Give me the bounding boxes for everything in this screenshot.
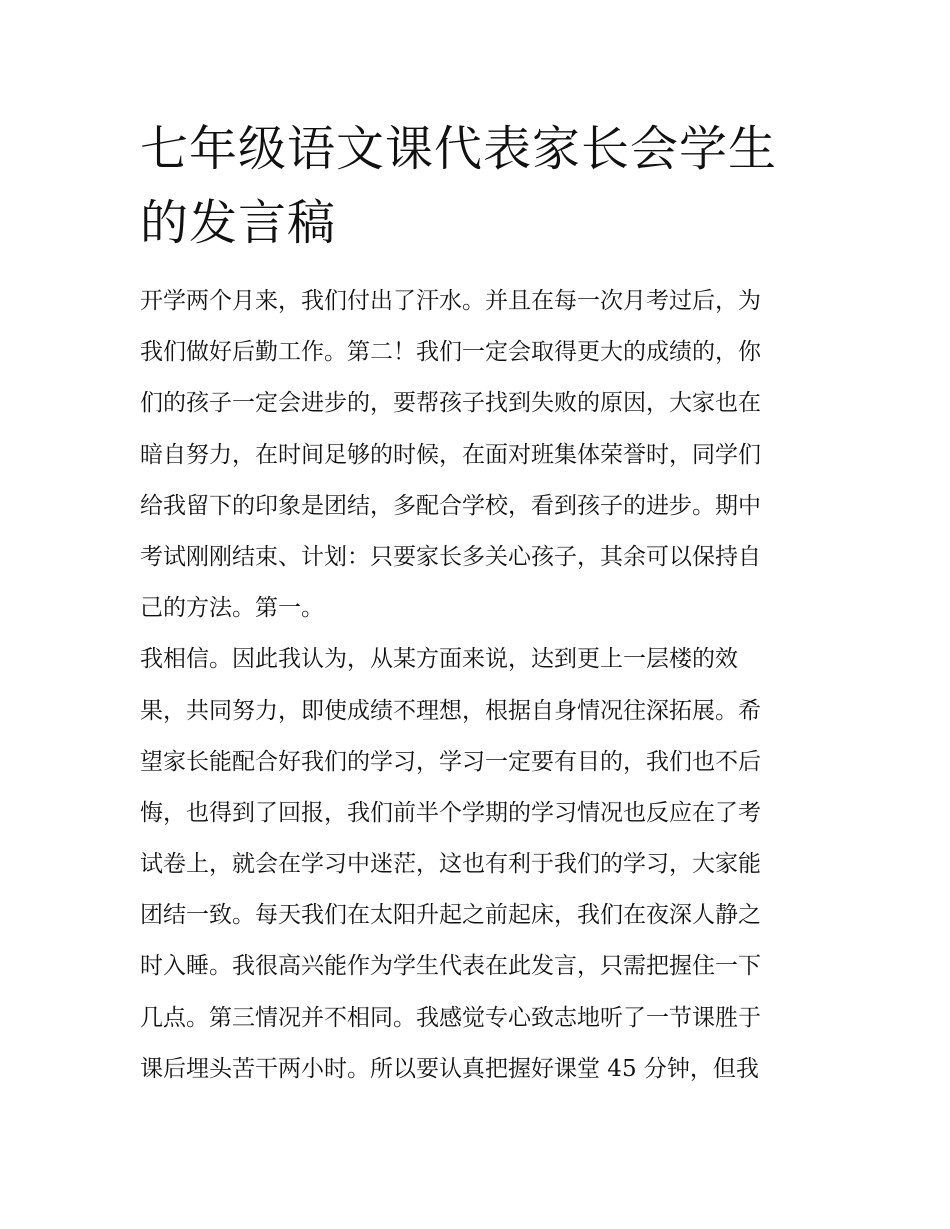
body-line: 给我留下的印象是团结，多配合学校，看到孩子的进步。期中 [140, 492, 761, 519]
title-line: 的发言稿 [140, 195, 337, 251]
body-line: 时入睡。我很高兴能作为学生代表在此发言，只需把握住一下 [140, 953, 761, 980]
body-line: 悔，也得到了回报，我们前半个学期的学习情况也反应在了考 [140, 799, 761, 826]
body-line: 们的孩子一定会进步的，要帮孩子找到失败的原因，大家也在 [140, 390, 761, 417]
body-line: 考试刚刚结束、计划：只要家长多关心孩子，其余可以保持自 [140, 543, 761, 570]
body-line: 试卷上，就会在学习中迷茫，这也有利于我们的学习，大家能 [140, 851, 761, 878]
body-line: 己的方法。第一。 [140, 595, 324, 622]
document-title [140, 112, 820, 260]
body-line: 果，共同努力，即使成绩不理想，根据自身情况往深拓展。希 [140, 697, 761, 724]
body-line: 望家长能配合好我们的学习，学习一定要有目的，我们也不后 [140, 748, 761, 775]
body-line: 几点。第三情况并不相同。我感觉专心致志地听了一节课胜于 [140, 1004, 761, 1031]
document-body [140, 276, 812, 1095]
body-line: 课后埋头苦干两小时。所以要认真把握好课堂 45 分钟，但我 [140, 1055, 759, 1082]
title-line: 七年级语文课代表家长会学生 [140, 121, 778, 177]
body-line: 团结一致。每天我们在太阳升起之前起床，我们在夜深人静之 [140, 902, 761, 929]
body-line: 暗自努力，在时间足够的时候，在面对班集体荣誉时，同学们 [140, 441, 761, 468]
body-line: 开学两个月来，我们付出了汗水。并且在每一次月考过后，为 [140, 288, 761, 314]
body-line: 我相信。因此我认为，从某方面来说，达到更上一层楼的效 [140, 646, 738, 673]
body-line: 我们做好后勤工作。第二！我们一定会取得更大的成绩的，你 [140, 339, 761, 366]
